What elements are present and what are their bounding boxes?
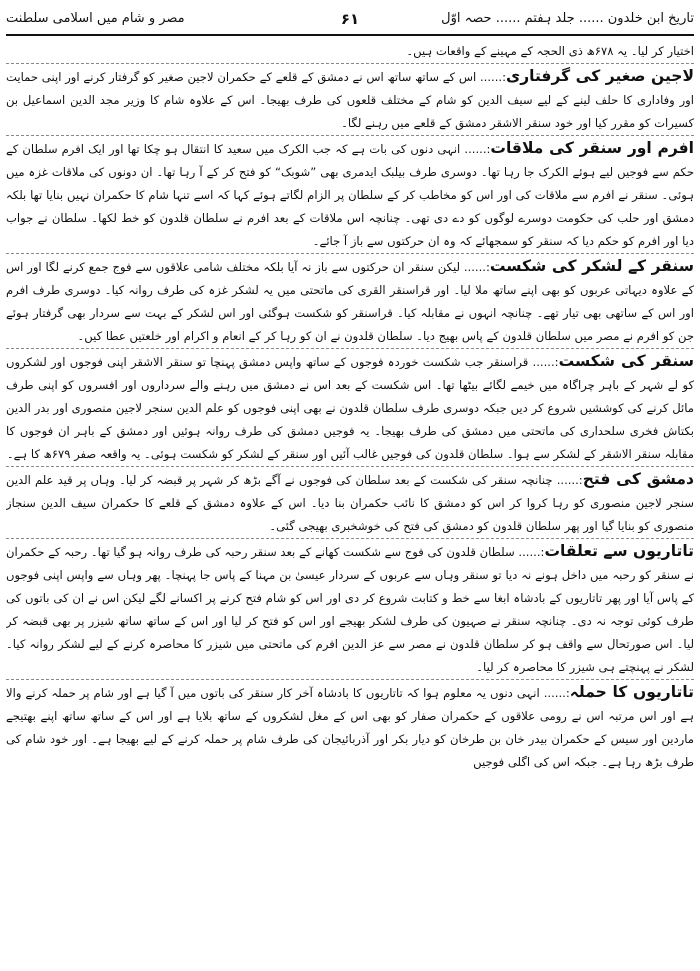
section-heading: تاتاریوں کا حملہ <box>569 683 694 701</box>
page-body <box>6 36 694 774</box>
section-tatar-attack <box>6 679 694 774</box>
section-text: :...... چنانچہ سنقر کی شکست کے بعد سلطان کی فوجوں نے آگے بڑھ کر شہر پر قبضہ کر لیا۔ وہاں پر قید علم الدین سنجر لاجین منصوری کو رہا کروا کر اس کو دمشق کا نائب حکمران بنا دیا۔ اس کے علاوہ دمشق کے قلعے کا حکمران سیف الدین سنجاز منصوری کو بنایا گیا اور پھر سلطان قلدون کو دمشق کی فتح کی خوشخبری بھیجی گئی۔ <box>6 473 694 533</box>
section-damascus-conquest <box>6 466 694 538</box>
section-text: :...... لیکن سنقر ان حرکتوں سے باز نہ آیا بلکہ مختلف شامی علاقوں سے فوج جمع کرنے لگا اور اس کے علاوہ دیہاتی عربوں کو بھی اپنے ساتھ ملا لیا۔ اور قراسنقر القری کی ماتحتی میں یہ لشکر غزہ کی طرف روانہ کیا۔ دوسری طرف افرم اور اس کے ساتھی بھی تیار تھے۔ چنانچہ انہوں نے مقابلہ کیا۔ قراسنقر کو شکست ہوگئی اور اس لشکر کے بہت سے سردار بھی گرفتار ہوئے جن کو افرم نے مصر میں سلطان قلدون کے پاس بھیج دیا۔ سلطان قلدون نے ان کو رہا کر کے انعام و اکرام اور خلعتیں عطا کیں۔ <box>6 260 694 343</box>
section-tatar-relations <box>6 538 694 679</box>
paragraph-intro <box>6 40 694 63</box>
section-sunqur-army-defeat <box>6 253 694 348</box>
section-lajin-arrest <box>6 63 694 135</box>
section-text: :...... سلطان قلدون کی فوج سے شکست کھانے کے بعد سنقر رحبہ کی طرف روانہ ہو گیا تھا۔ رحبہ کے حکمران نے سنقر کو رحبہ میں داخل ہونے نہ دیا تو سنقر وہاں سے عربوں کے سردار عیسیٰ بن مہنا کے پاس جا پہنچا۔ پھر وہاں سے واپس اپنی فوجوں کے پاس آیا اور پھر تاتاریوں کے بادشاہ ابغا سے خط و کتابت شروع کر دی اور اس کو شام فتح کرنے پر اکسانے لگے لیکن اس نے ان کی باتوں کی طرف کوئی توجہ نہ دی۔ چنانچہ سنقر نے صہیون کی طرف لشکر بھیجے اور اس کو فتح کر لیا اور اس کے ساتھ ساتھ شیزر پر بھی قبضہ کر لیا۔ اس صورتحال سے واقف ہو کر سلطان قلدون نے مصر سے عز الدین افرم کی ماتحتی میں شیزر کا محاصرہ کرنے کے لیے لشکر روانہ کیا۔ لشکر نے پہنچتے ہی شیزر کا محاصرہ کر لیا۔ <box>6 545 694 674</box>
header-book-title: تاریخ ابن خلدون ...... جلد ہفتم ...... حصہ اوّل <box>441 11 694 26</box>
header-chapter-title: مصر و شام میں اسلامی سلطنت <box>6 11 185 26</box>
section-heading: سنقر کی شکست <box>558 352 694 370</box>
section-text: :...... انہی دنوں یہ معلوم ہوا کہ تاتاریوں کا بادشاہ آخر کار سنقر کی باتوں میں آ گیا ہے اور شام پر حملہ کرنے والا ہے اور اس مرتبہ اس نے رومی علاقوں کے حکمران صفار کو بھی اس کے مغل لشکروں کے ساتھ بلایا ہے اور اس کے ساتھ ساتھ اپنے بھتیجے ماردین اور سیس کے حکمران بیدر خان بن طرخان کو دیار بکر اور آذربائیجان کی طرف شام پر حملہ کرنے کے لیے بھیجا ہے۔ اور خود شام کی طرف بڑھ رہا ہے۔ جبکہ اس کی اگلی فوجیں <box>6 686 694 769</box>
page-header <box>6 4 694 36</box>
paragraph-text: اختیار کر لیا۔ یہ ۶۷۸ھ ذی الحجہ کے مہینے کے واقعات ہیں۔ <box>406 44 694 58</box>
section-heading: افرم اور سنقر کی ملاقات <box>490 139 694 157</box>
section-afram-sunqur-meeting <box>6 135 694 253</box>
section-text: :...... قراسنقر جب شکست خوردہ فوجوں کے ساتھ واپس دمشق پہنچا تو سنقر الاشقر اپنی فوجوں اور لشکروں کو لے شہر کے باہر چراگاہ میں خیمے لگائے بیٹھا تھا۔ اس شکست کے بعد اس نے دمشق میں رہنے والے سرداروں اور افسروں کو اپنی طرف مائل کرنے کی کوششیں شروع کر دیں جبکہ دوسری طرف سلطان قلدون نے بھی اپنی فوجوں کو علم الدین سنجر لاجین منصوری اور بدر الدین بکتاش فخری سلحداری کی ماتحتی میں دمشق کی طرف بھیجا۔ یہ فوجیں دمشق کی طرف روانہ ہوئیں اور دمشق کے باہر ان فوجوں کا مقابلہ سنقر الاشقر کے لشکر سے ہوا۔ سلطان قلدون کی فوجیں غالب آئیں اور سنقر کے لشکر کو شکست ہوئی۔ یہ واقعہ صفر ۶۷۹ھ کا ہے۔ <box>6 355 694 461</box>
section-heading: تاتاریوں سے تعلقات <box>544 542 694 560</box>
section-heading: لاجین صغیر کی گرفتاری <box>506 67 694 85</box>
book-page <box>6 4 694 966</box>
section-heading: دمشق کی فتح <box>582 470 694 488</box>
section-heading: سنقر کے لشکر کی شکست <box>489 257 694 275</box>
section-text: :...... انہی دنوں کی بات ہے کہ جب الکرک میں سعید کا انتقال ہو چکا تھا اور ایک افرم سلطان کے حکم سے فوجیں لیے ہوئے الکرک جا رہا تھا۔ دوسری طرف بیلبک ایدمری بھی ”شوبک“ کو فتح کر کے آ رہا تھا۔ ان دونوں کی ملاقات غزہ میں ہوئی۔ سنقر نے افرم سے ملاقات کی اور اس کو مخاطب کر کے سلطان پر الزام لگاتے ہوئے کہا کہ اسے تنہا شام کا حکمران نہیں بنایا تھا بلکہ دمشق اور حلب کی حکومت دوسرے لوگوں کو دے دی تھی۔ چنانچہ اس ملاقات کے بعد افرم نے سلطان قلدون کو خط لکھا۔ سلطان نے جواب دیا اور افرم کو حکم دیا کہ سنقر کو سمجھائے کہ وہ ان حرکتوں سے باز آ جائے۔ <box>6 142 694 248</box>
section-sunqur-defeat <box>6 348 694 466</box>
page-number: ۶۱ <box>340 10 360 28</box>
section-text: :...... اس کے ساتھ ساتھ اس نے دمشق کے قلعے کے حکمران لاجین صغیر کو گرفتار کرنے اور اپنی حمایت اور وفاداری کا حلف لینے کے لیے سیف الدین کو شام کے مختلف قلعوں کی طرف بھیجا۔ اس کے علاوہ شام کا وزیر مجد الدین اسماعیل بن کسیرات کو مقرر کیا اور خود سنقر الاشقر دمشق کے قلعے میں رہنے لگا۔ <box>6 70 694 130</box>
